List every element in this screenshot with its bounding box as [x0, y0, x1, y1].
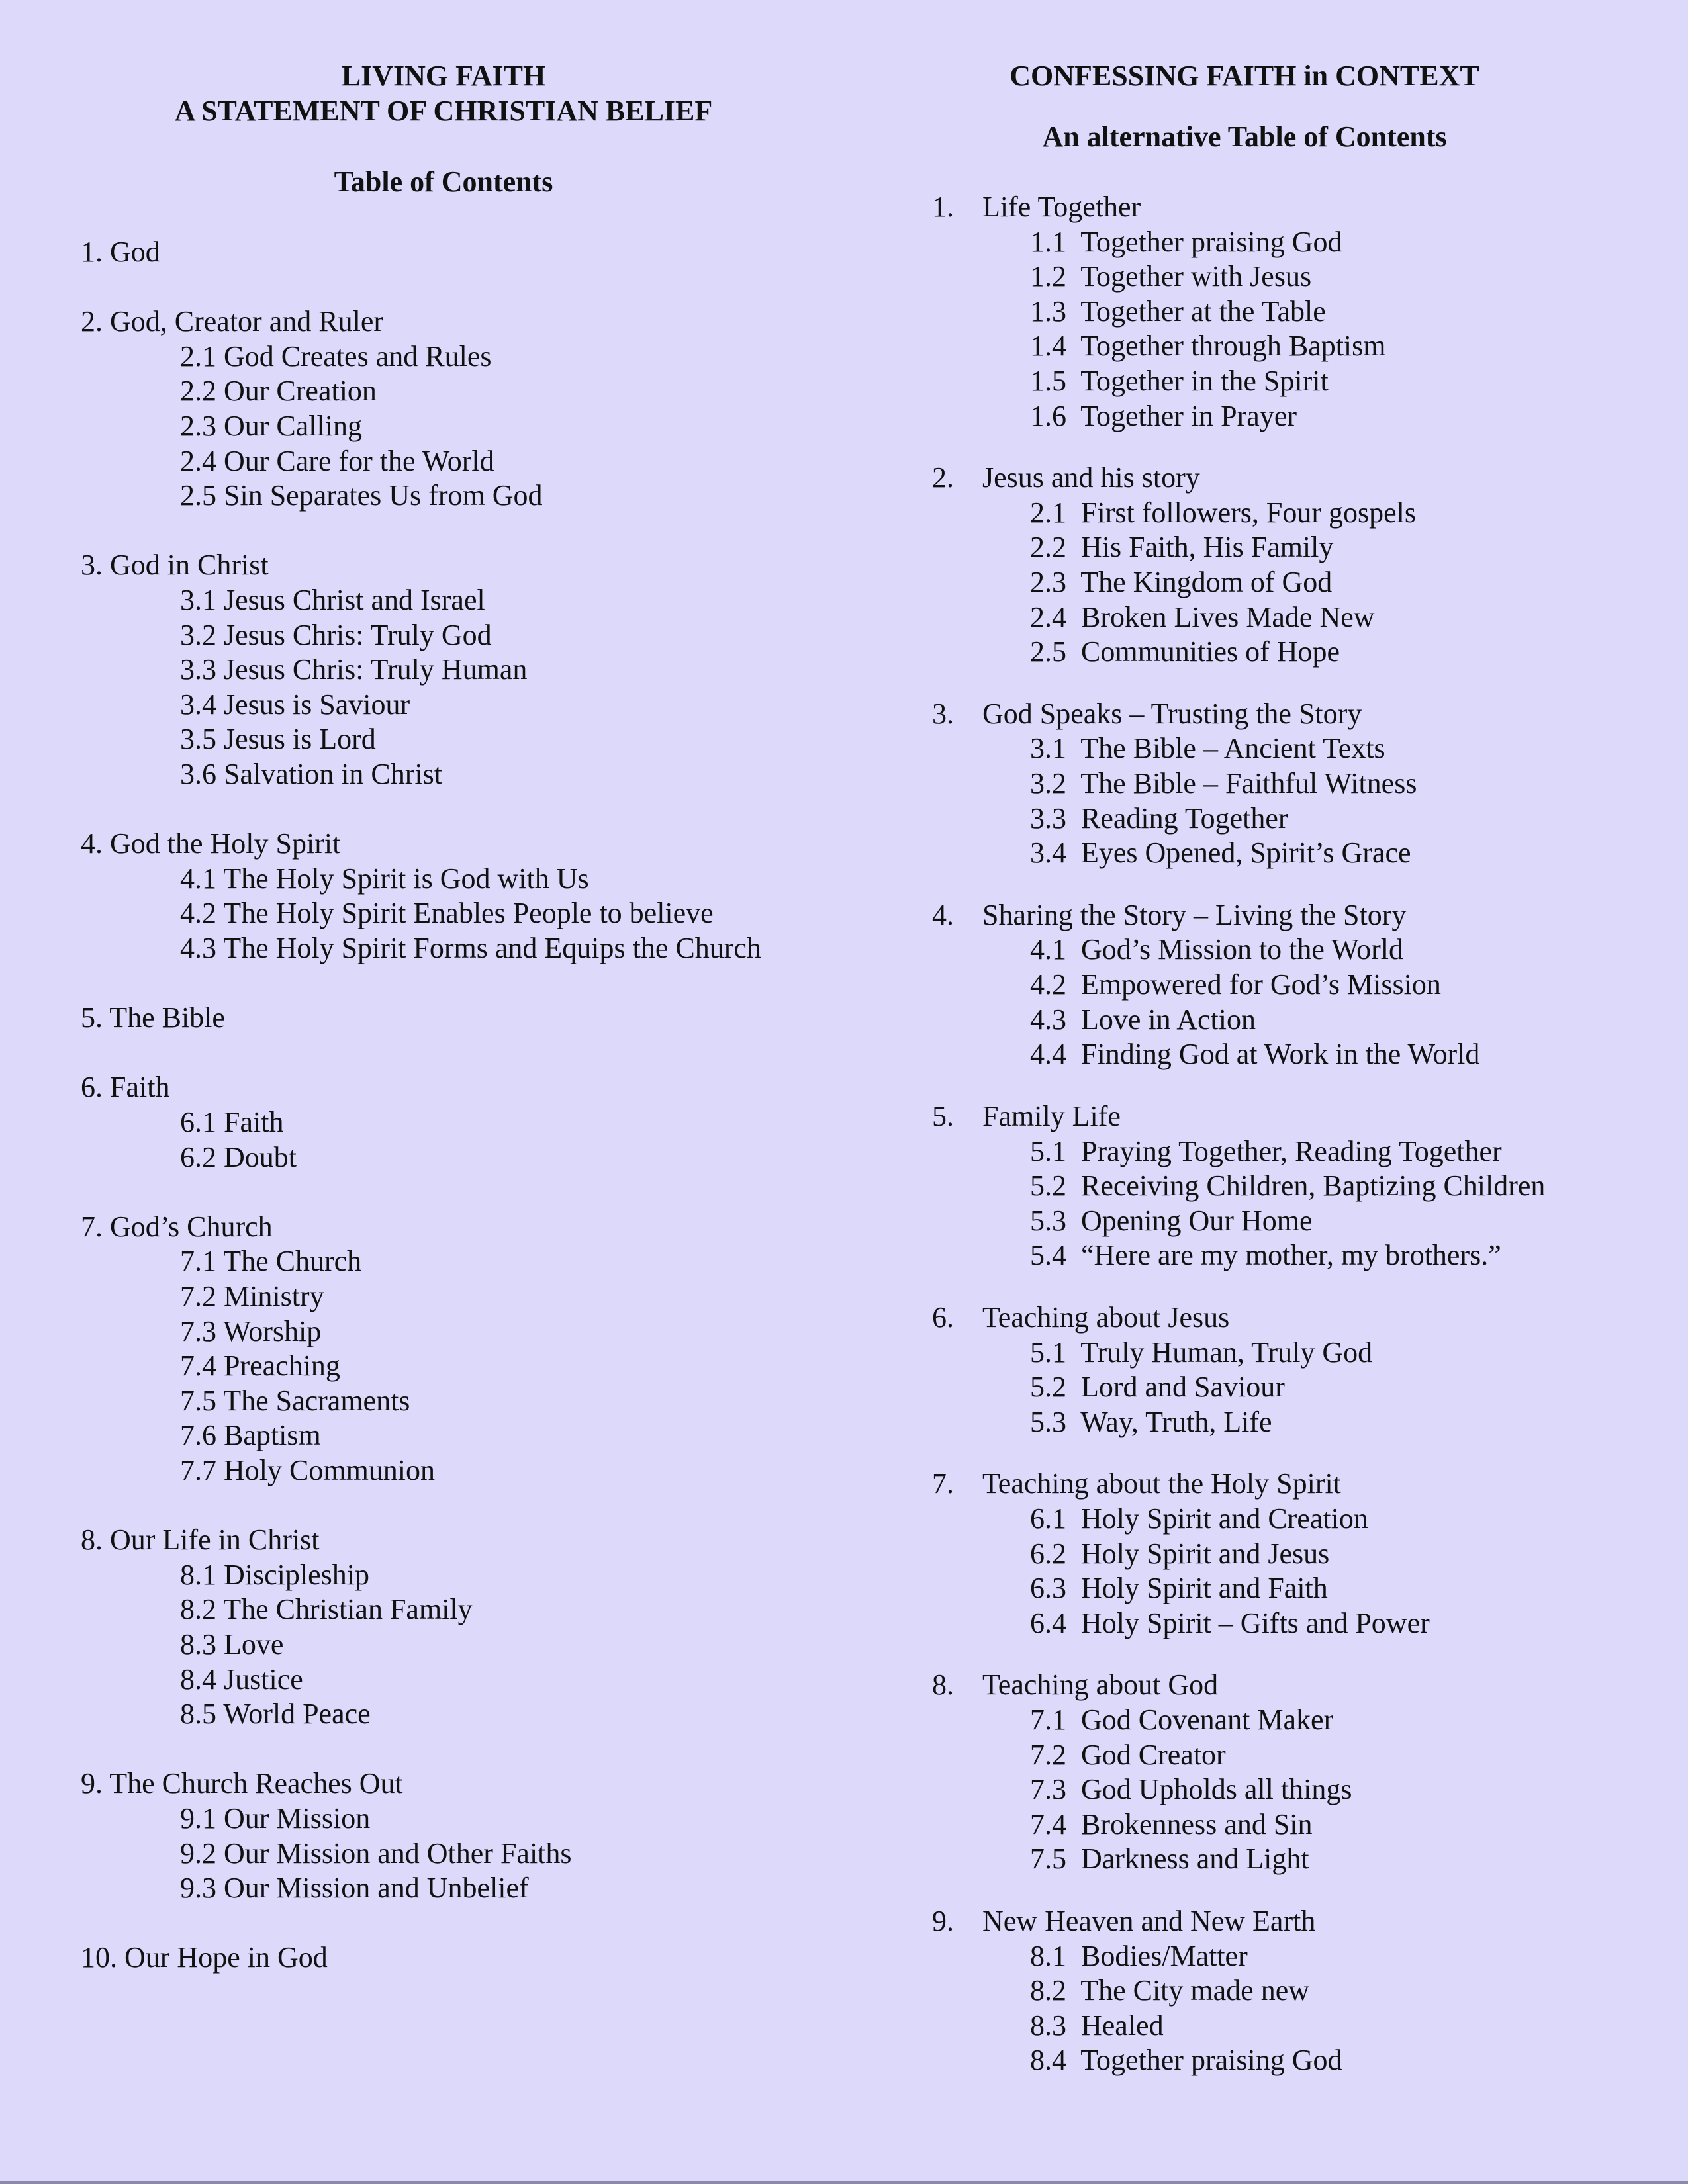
left-section-title: 2. God, Creator and Ruler — [81, 305, 383, 338]
right-section-number: 4. — [932, 898, 954, 931]
right-section-item: 7.1 God Covenant Maker — [1030, 1703, 1334, 1736]
left-section-title: 8. Our Life in Christ — [81, 1524, 320, 1557]
left-section-item: 6.1 Faith — [180, 1106, 284, 1138]
right-section-number: 3. — [932, 697, 954, 730]
right-section-item: 8.2 The City made new — [1030, 1974, 1309, 2007]
right-section-number: 6. — [932, 1300, 954, 1334]
left-title — [0, 58, 887, 128]
right-section-item: 6.1 Holy Spirit and Creation — [1030, 1502, 1368, 1535]
left-section-item: 4.1 The Holy Spirit is God with Us — [180, 862, 589, 895]
right-section-number: 2. — [932, 461, 954, 494]
right-section-title: Sharing the Story – Living the Story — [982, 898, 1407, 931]
right-section-item: 6.2 Holy Spirit and Jesus — [1030, 1537, 1330, 1570]
left-section-item: 7.4 Preaching — [180, 1349, 340, 1383]
right-section-item: 1.2 Together with Jesus — [1030, 260, 1312, 293]
left-section-item: 8.2 The Christian Family — [180, 1593, 473, 1626]
left-section-item: 9.2 Our Mission and Other Faiths — [180, 1837, 572, 1870]
right-section-item: 1.4 Together through Baptism — [1030, 330, 1386, 363]
right-section-item: 2.1 First followers, Four gospels — [1030, 496, 1416, 529]
left-section-item: 3.5 Jesus is Lord — [180, 723, 376, 756]
left-section-item: 7.5 The Sacraments — [180, 1384, 410, 1417]
right-section-item: 3.2 The Bible – Faithful Witness — [1030, 767, 1417, 800]
left-title-line2: A STATEMENT OF CHRISTIAN BELIEF — [174, 95, 713, 127]
right-section-title: Teaching about Jesus — [982, 1300, 1230, 1334]
left-title-line1: LIVING FAITH — [341, 60, 546, 92]
right-section-number: 5. — [932, 1099, 954, 1132]
right-section-item: 5.3 Opening Our Home — [1030, 1204, 1313, 1237]
right-section-item: 7.5 Darkness and Light — [1030, 1843, 1309, 1876]
left-section-item: 3.2 Jesus Chris: Truly God — [180, 618, 492, 651]
left-section-item: 3.1 Jesus Christ and Israel — [180, 584, 485, 616]
left-section-item: 7.7 Holy Communion — [180, 1454, 436, 1486]
right-section-item: 8.4 Together praising God — [1030, 2044, 1342, 2077]
right-subtitle: An alternative Table of Contents — [1042, 120, 1447, 153]
right-section-item: 1.6 Together in Prayer — [1030, 399, 1297, 432]
right-title: CONFESSING FAITH in CONTEXT — [1009, 60, 1479, 92]
left-section-item: 7.2 Ministry — [180, 1280, 324, 1312]
left-section-title: 5. The Bible — [81, 1001, 225, 1034]
left-section-item: 9.3 Our Mission and Unbelief — [180, 1872, 529, 1905]
bottom-divider — [0, 2181, 1688, 2184]
right-section-number: 8. — [932, 1668, 954, 1702]
left-section-item: 2.4 Our Care for the World — [180, 444, 494, 477]
right-section-title: Family Life — [982, 1099, 1121, 1132]
left-section-item: 7.6 Baptism — [180, 1419, 321, 1452]
right-section-item: 1.3 Together at the Table — [1030, 295, 1326, 328]
left-section-title: 1. God — [81, 236, 160, 268]
right-section-title: God Speaks – Trusting the Story — [982, 697, 1362, 730]
right-section-item: 3.4 Eyes Opened, Spirit’s Grace — [1030, 837, 1411, 870]
left-section-item: 2.1 God Creates and Rules — [180, 340, 492, 373]
left-section-item: 4.3 The Holy Spirit Forms and Equips the Church — [180, 932, 761, 964]
left-section-title: 9. The Church Reaches Out — [81, 1767, 403, 1800]
right-section-item: 5.1 Praying Together, Reading Together — [1030, 1134, 1502, 1167]
left-section-title: 10. Our Hope in God — [81, 1941, 328, 1974]
right-section-item: 8.3 Healed — [1030, 2009, 1164, 2042]
right-section-item: 6.4 Holy Spirit – Gifts and Power — [1030, 1606, 1430, 1639]
left-section-item: 4.2 The Holy Spirit Enables People to believe — [180, 897, 714, 930]
right-section-title: New Heaven and New Earth — [982, 1905, 1316, 1938]
left-section-item: 2.3 Our Calling — [180, 410, 362, 442]
right-section-item: 5.4 “Here are my mother, my brothers.” — [1030, 1239, 1501, 1272]
left-section-item: 8.5 World Peace — [180, 1698, 371, 1731]
right-section-item: 1.5 Together in the Spirit — [1030, 365, 1329, 397]
left-section-item: 7.3 Worship — [180, 1314, 322, 1347]
right-section-item: 2.2 His Faith, His Family — [1030, 531, 1334, 564]
right-section-item: 5.2 Lord and Saviour — [1030, 1371, 1285, 1404]
right-section-item: 5.1 Truly Human, Truly God — [1030, 1336, 1373, 1369]
right-section-item: 4.1 God’s Mission to the World — [1030, 933, 1404, 966]
right-section-title: Life Together — [982, 191, 1141, 223]
right-section-item: 1.1 Together praising God — [1030, 225, 1342, 258]
right-section-item: 4.2 Empowered for God’s Mission — [1030, 968, 1441, 1001]
right-section-item: 8.1 Bodies/Matter — [1030, 1939, 1248, 1972]
right-section-item: 3.3 Reading Together — [1030, 801, 1288, 835]
right-section-item: 2.5 Communities of Hope — [1030, 635, 1340, 668]
left-section-item: 3.6 Salvation in Christ — [180, 758, 442, 790]
left-section-item: 7.1 The Church — [180, 1245, 362, 1278]
right-section-item: 7.3 God Upholds all things — [1030, 1773, 1352, 1806]
right-section-item: 3.1 The Bible – Ancient Texts — [1030, 732, 1385, 765]
left-section-item: 3.4 Jesus is Saviour — [180, 688, 410, 721]
left-section-item: 6.2 Doubt — [180, 1140, 297, 1173]
right-section-item: 4.4 Finding God at Work in the World — [1030, 1038, 1480, 1071]
right-section-item: 5.3 Way, Truth, Life — [1030, 1405, 1272, 1438]
left-section-item: 9.1 Our Mission — [180, 1802, 371, 1835]
right-section-number: 7. — [932, 1467, 954, 1500]
right-section-number: 9. — [932, 1905, 954, 1938]
left-section-title: 6. Faith — [81, 1071, 170, 1104]
left-section-item: 2.2 Our Creation — [180, 375, 377, 408]
right-section-item: 6.3 Holy Spirit and Faith — [1030, 1572, 1328, 1605]
left-section-title: 3. God in Christ — [81, 549, 269, 582]
left-section-item: 8.1 Discipleship — [180, 1558, 369, 1591]
right-section-item: 7.4 Brokenness and Sin — [1030, 1807, 1313, 1841]
right-section-title: Teaching about the Holy Spirit — [982, 1467, 1341, 1500]
right-section-number: 1. — [932, 191, 954, 223]
left-section-item: 3.3 Jesus Chris: Truly Human — [180, 653, 528, 686]
left-toc-heading: Table of Contents — [334, 165, 553, 198]
right-section-item: 4.3 Love in Action — [1030, 1003, 1256, 1036]
left-section-item: 8.3 Love — [180, 1628, 284, 1661]
right-section-item: 2.4 Broken Lives Made New — [1030, 600, 1375, 633]
right-section-item: 7.2 God Creator — [1030, 1738, 1226, 1771]
right-section-item: 2.3 The Kingdom of God — [1030, 566, 1333, 599]
left-section-item: 2.5 Sin Separates Us from God — [180, 479, 543, 512]
right-section-title: Jesus and his story — [982, 461, 1200, 494]
left-section-title: 7. God’s Church — [81, 1210, 273, 1243]
right-section-title: Teaching about God — [982, 1668, 1219, 1702]
left-section-item: 8.4 Justice — [180, 1662, 303, 1696]
right-section-item: 5.2 Receiving Children, Baptizing Children — [1030, 1169, 1546, 1203]
left-section-title: 4. God the Holy Spirit — [81, 827, 341, 860]
